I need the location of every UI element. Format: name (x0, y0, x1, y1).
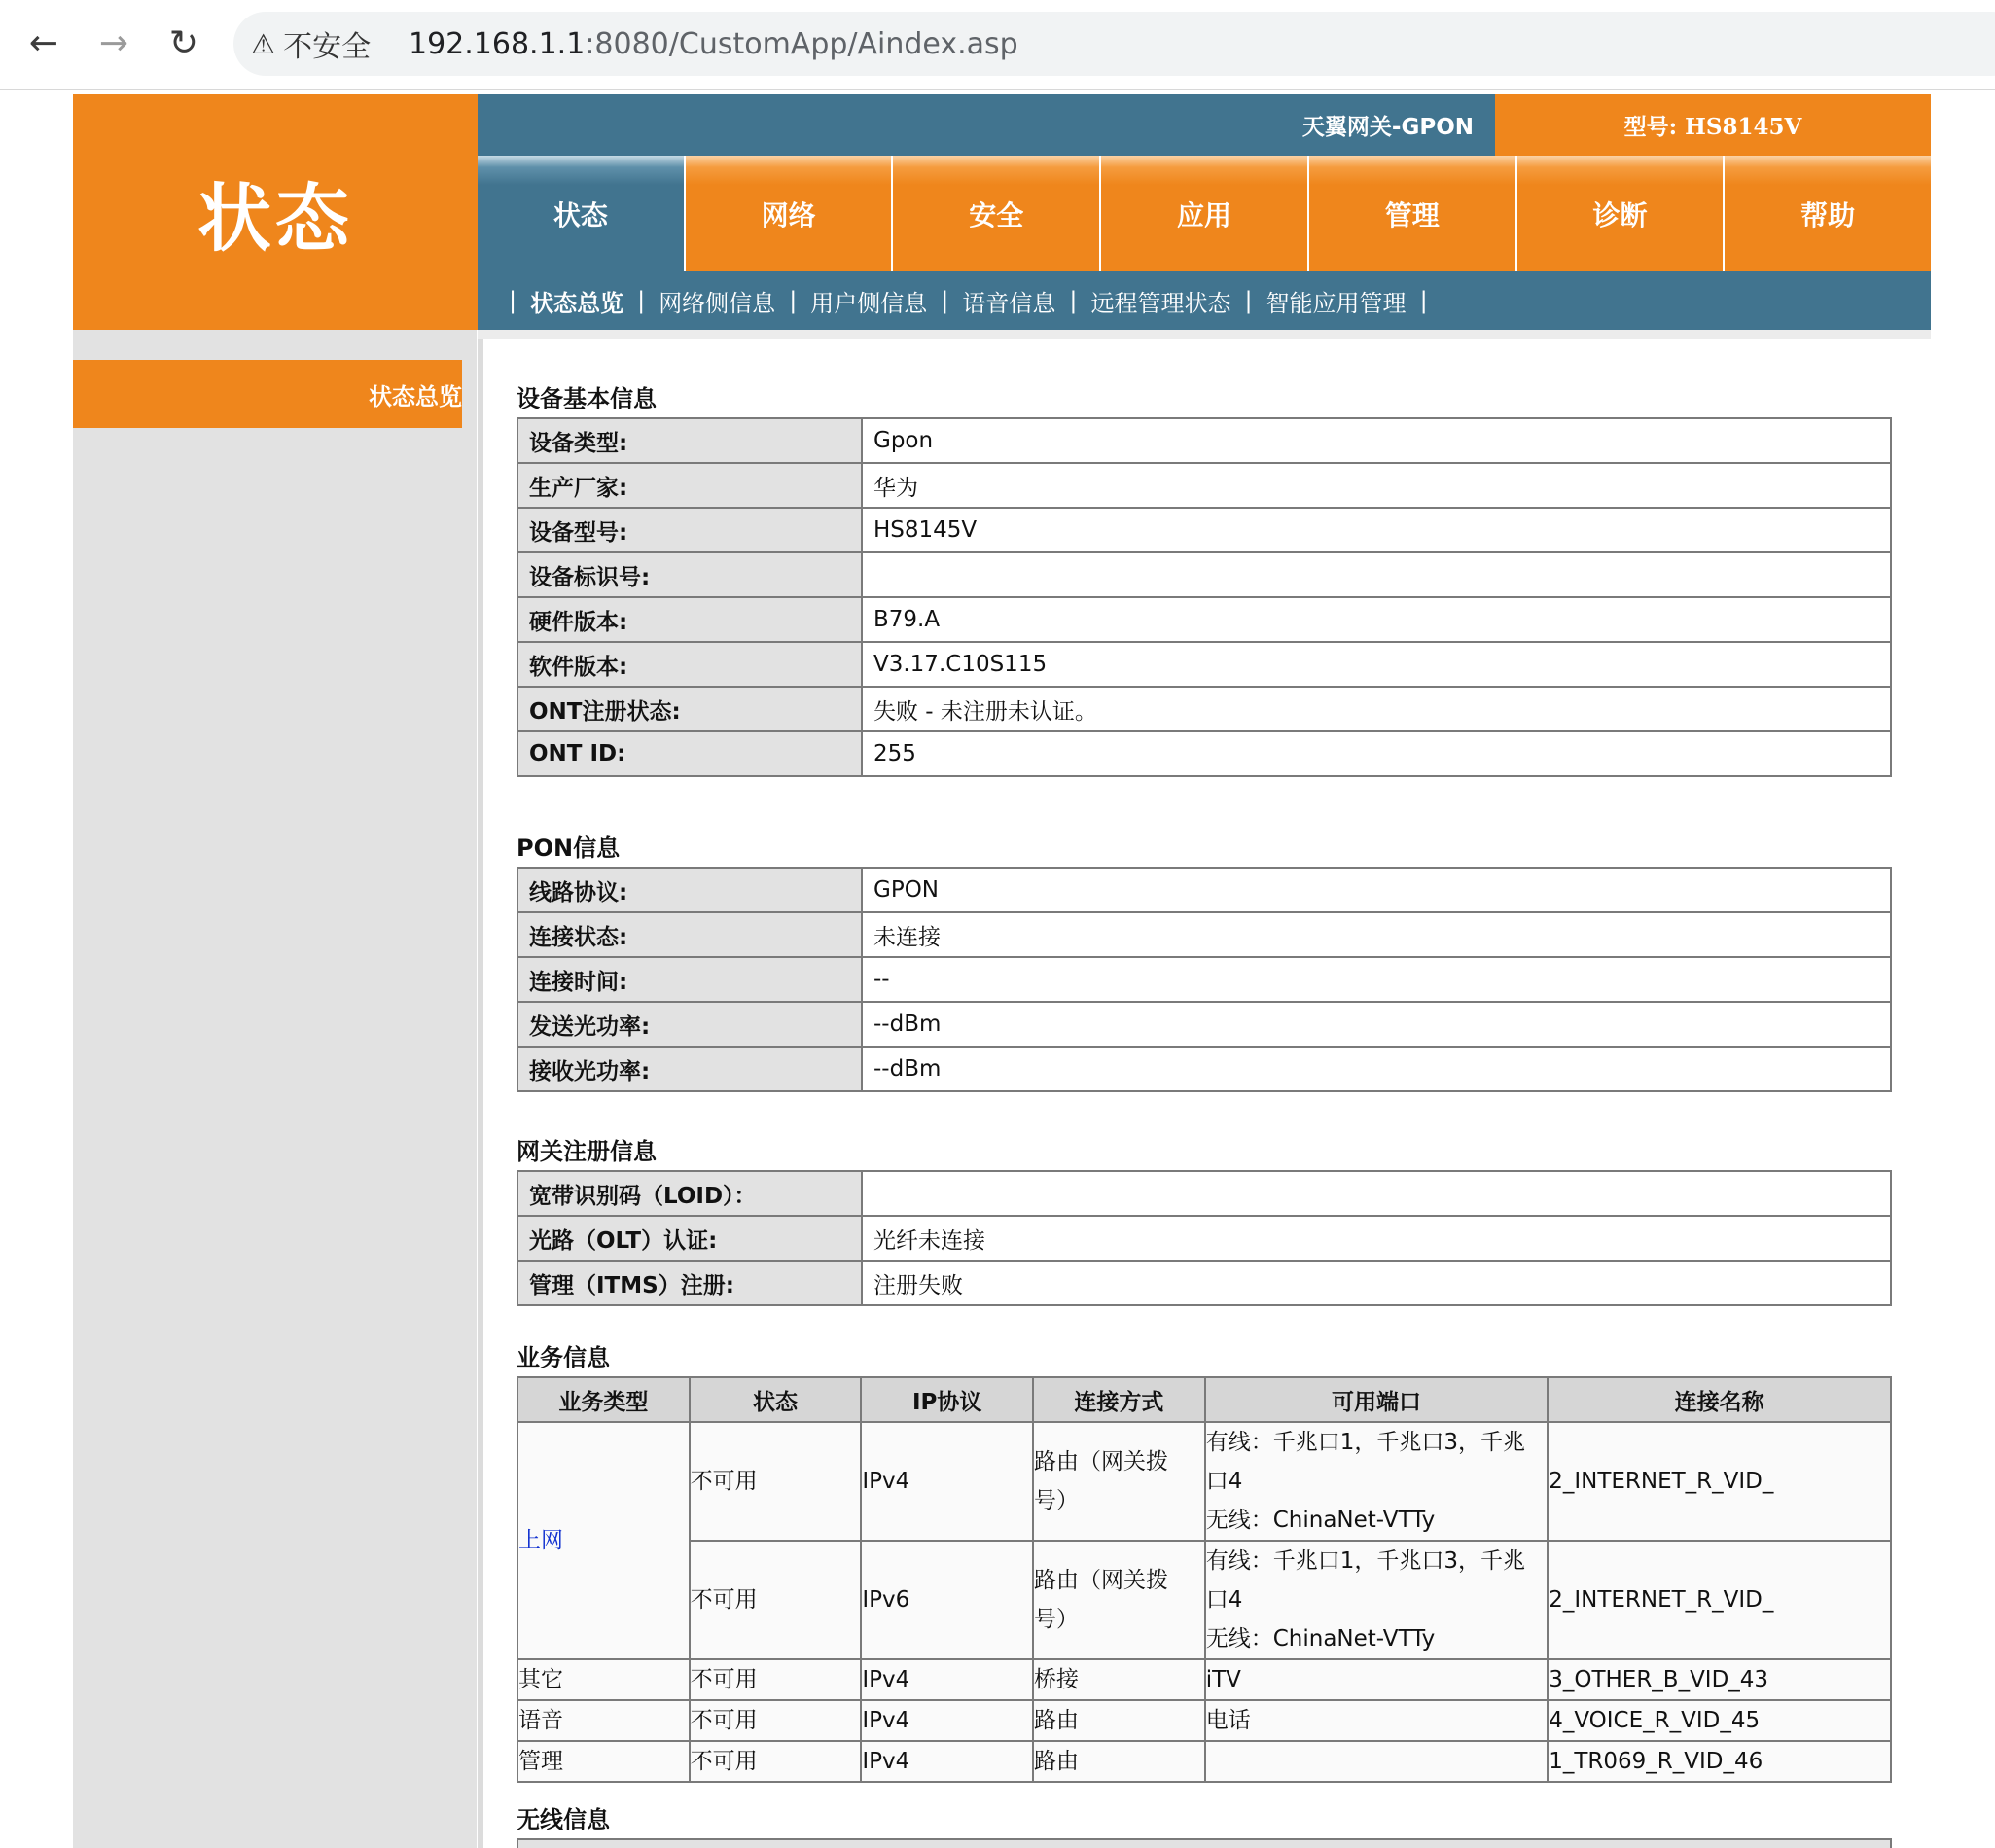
subnav-separator: | (509, 287, 517, 314)
reload-icon[interactable]: ↻ (168, 23, 199, 63)
table-row (517, 508, 1891, 552)
mode-cell: 路由 (1033, 1700, 1205, 1741)
row-value: V3.17.C10S115 (862, 642, 1891, 687)
service-type-cell (517, 1422, 690, 1659)
subnav-separator: | (1069, 287, 1078, 314)
subnav-remote-mgmt[interactable]: 远程管理状态 (1090, 289, 1231, 317)
table-row (517, 731, 1891, 776)
wireless-title: 无线信息 (517, 1806, 610, 1833)
browser-toolbar (0, 0, 1995, 90)
subnav-separator: | (789, 287, 798, 314)
column-header: 状态 (690, 1377, 862, 1422)
port-line: 口4 (1205, 1469, 1243, 1494)
tab-status[interactable]: 状态 (478, 156, 684, 271)
table-row (517, 1659, 1891, 1700)
security-label: 不安全 (283, 30, 372, 64)
sidebar-item-label: 状态总览 (369, 382, 462, 410)
table-row (517, 597, 1891, 642)
mode-cell: 路由 (1033, 1741, 1205, 1782)
port-cell (1205, 1541, 1548, 1659)
tab-security[interactable]: 安全 (891, 156, 1099, 271)
row-label: 线路协议: (517, 868, 862, 912)
ip-cell: IPv4 (861, 1422, 1033, 1541)
table-row (517, 687, 1891, 731)
port-cell: iTV (1205, 1659, 1548, 1700)
connection-name-cell: 3_OTHER_B_VID_43 (1548, 1659, 1891, 1700)
row-value: -- (862, 957, 1891, 1002)
gateway-reg-title: 网关注册信息 (517, 1138, 657, 1165)
wireless-table-top (517, 1838, 1892, 1848)
table-row (517, 1216, 1891, 1261)
table-row (517, 463, 1891, 508)
row-label: 软件版本: (517, 642, 862, 687)
connection-name-cell: 1_TR069_R_VID_46 (1548, 1741, 1891, 1782)
row-value: 注册失败 (862, 1261, 1891, 1305)
url-path: :8080/CustomApp/Aindex.asp (585, 26, 1018, 61)
connection-name-cell: 2_INTERNET_R_VID_ (1548, 1541, 1891, 1659)
row-label: 发送光功率: (517, 1002, 862, 1047)
mode-line: 路由（网关拨 (1034, 1568, 1169, 1593)
table-row (517, 1422, 1891, 1541)
forward-icon[interactable]: → (98, 23, 129, 63)
row-label: 生产厂家: (517, 463, 862, 508)
ip-cell: IPv4 (861, 1659, 1033, 1700)
sidebar-item-status-overview[interactable] (73, 360, 462, 428)
mode-cell: 桥接 (1033, 1659, 1205, 1700)
service-type-cell: 语音 (517, 1700, 690, 1741)
device-info-table (517, 417, 1892, 777)
port-cell (1205, 1422, 1548, 1541)
ip-cell: IPv4 (861, 1700, 1033, 1741)
internet-service-link[interactable]: 上网 (518, 1528, 563, 1553)
pon-info-table (517, 867, 1892, 1092)
left-sidebar (73, 94, 477, 1848)
tab-application[interactable]: 应用 (1099, 156, 1307, 271)
table-row (517, 418, 1891, 463)
service-type-cell: 管理 (517, 1741, 690, 1782)
subnav-separator: | (1244, 287, 1253, 314)
subnav-voice[interactable]: 语音信息 (962, 289, 1056, 317)
services-table (517, 1376, 1892, 1783)
column-header: 连接名称 (1548, 1377, 1891, 1422)
row-label: 设备类型: (517, 418, 862, 463)
table-header-row (517, 1377, 1891, 1422)
device-info-title: 设备基本信息 (517, 385, 657, 412)
row-value: --dBm (862, 1047, 1891, 1091)
row-value: 光纤未连接 (862, 1216, 1891, 1261)
row-label: 光路（OLT）认证: (517, 1216, 862, 1261)
table-row (517, 1047, 1891, 1091)
url-text[interactable] (409, 19, 1018, 68)
port-cell (1205, 1741, 1548, 1782)
port-line: 无线：ChinaNet-VTTy (1205, 1626, 1436, 1652)
ip-cell: IPv4 (861, 1741, 1033, 1782)
tab-management[interactable]: 管理 (1307, 156, 1515, 271)
table-row (517, 1741, 1891, 1782)
port-line: 有线：千兆口1，千兆口3，千兆 (1205, 1548, 1526, 1574)
row-value: Gpon (862, 418, 1891, 463)
subnav-separator: | (941, 287, 949, 314)
status-cell: 不可用 (690, 1541, 862, 1659)
row-label: ONT ID: (517, 731, 862, 776)
model-bar (1495, 94, 1931, 156)
row-label: 连接时间: (517, 957, 862, 1002)
model-label: 型号: HS8145V (1623, 114, 1802, 140)
mode-line: 号） (1034, 1607, 1080, 1632)
ip-cell: IPv6 (861, 1541, 1033, 1659)
row-label: 硬件版本: (517, 597, 862, 642)
subnav-network-side[interactable]: 网络侧信息 (659, 289, 776, 317)
tab-help[interactable]: 帮助 (1723, 156, 1931, 271)
column-header: 业务类型 (517, 1377, 690, 1422)
table-row (517, 552, 1891, 597)
row-value: 未连接 (862, 912, 1891, 957)
subnav-status-overview[interactable]: 状态总览 (530, 289, 624, 317)
row-value (862, 1171, 1891, 1216)
table-row (517, 1541, 1891, 1659)
url-host: 192.168.1.1 (409, 26, 586, 61)
row-value (862, 552, 1891, 597)
column-header: 可用端口 (1205, 1377, 1548, 1422)
service-type-cell: 其它 (517, 1659, 690, 1700)
table-row (517, 1002, 1891, 1047)
table-row (517, 642, 1891, 687)
table-row (517, 868, 1891, 912)
brand-name: 天翼网关-GPON (1301, 115, 1474, 140)
table-row (517, 912, 1891, 957)
mode-line: 路由（网关拨 (1034, 1449, 1169, 1475)
subnav-separator: | (1419, 287, 1428, 314)
warning-icon: ⚠ (251, 27, 276, 60)
page-heading-block (73, 94, 478, 330)
table-row (517, 1700, 1891, 1741)
row-label: 管理（ITMS）注册: (517, 1261, 862, 1305)
row-value: 失败 - 未注册未认证。 (862, 687, 1891, 731)
back-icon[interactable]: ← (28, 23, 59, 63)
subnav-separator: | (637, 287, 646, 314)
row-value: B79.A (862, 597, 1891, 642)
row-label: 设备型号: (517, 508, 862, 552)
brand-bar (478, 94, 1495, 156)
content-top-divider (478, 330, 1931, 339)
table-row (517, 957, 1891, 1002)
row-label: 连接状态: (517, 912, 862, 957)
row-label: ONT注册状态: (517, 687, 862, 731)
port-line: 有线：千兆口1，千兆口3，千兆 (1205, 1430, 1526, 1455)
port-cell: 电话 (1205, 1700, 1548, 1741)
row-value: HS8145V (862, 508, 1891, 552)
mode-line: 号） (1034, 1488, 1080, 1513)
connection-name-cell: 2_INTERNET_R_VID_ (1548, 1422, 1891, 1541)
tab-network[interactable]: 网络 (684, 156, 892, 271)
pon-info-title: PON信息 (517, 835, 621, 862)
subnav-user-side[interactable]: 用户侧信息 (810, 289, 928, 317)
row-value: GPON (862, 868, 1891, 912)
table-row (517, 1261, 1891, 1305)
status-cell: 不可用 (690, 1422, 862, 1541)
column-header: IP协议 (861, 1377, 1033, 1422)
mode-cell (1033, 1422, 1205, 1541)
column-header: 连接方式 (1033, 1377, 1205, 1422)
mode-cell (1033, 1541, 1205, 1659)
security-indicator[interactable] (251, 19, 371, 68)
tab-diagnosis[interactable]: 诊断 (1515, 156, 1724, 271)
gateway-reg-table (517, 1170, 1892, 1306)
table-row (517, 1171, 1891, 1216)
row-label: 接收光功率: (517, 1047, 862, 1091)
row-label: 设备标识号: (517, 552, 862, 597)
page-heading: 状态 (197, 174, 353, 262)
row-value: 255 (862, 731, 1891, 776)
subnav-smart-app[interactable]: 智能应用管理 (1265, 289, 1407, 317)
row-value: --dBm (862, 1002, 1891, 1047)
services-title: 业务信息 (517, 1344, 610, 1371)
status-cell: 不可用 (690, 1700, 862, 1741)
row-value: 华为 (862, 463, 1891, 508)
port-line: 无线：ChinaNet-VTTy (1205, 1508, 1436, 1533)
port-line: 口4 (1205, 1587, 1243, 1613)
status-cell: 不可用 (690, 1659, 862, 1700)
main-tabs (478, 156, 1931, 271)
status-cell: 不可用 (690, 1741, 862, 1782)
row-label: 宽带识别码（LOID）： (517, 1171, 862, 1216)
connection-name-cell: 4_VOICE_R_VID_45 (1548, 1700, 1891, 1741)
sub-navigation (478, 271, 1931, 330)
